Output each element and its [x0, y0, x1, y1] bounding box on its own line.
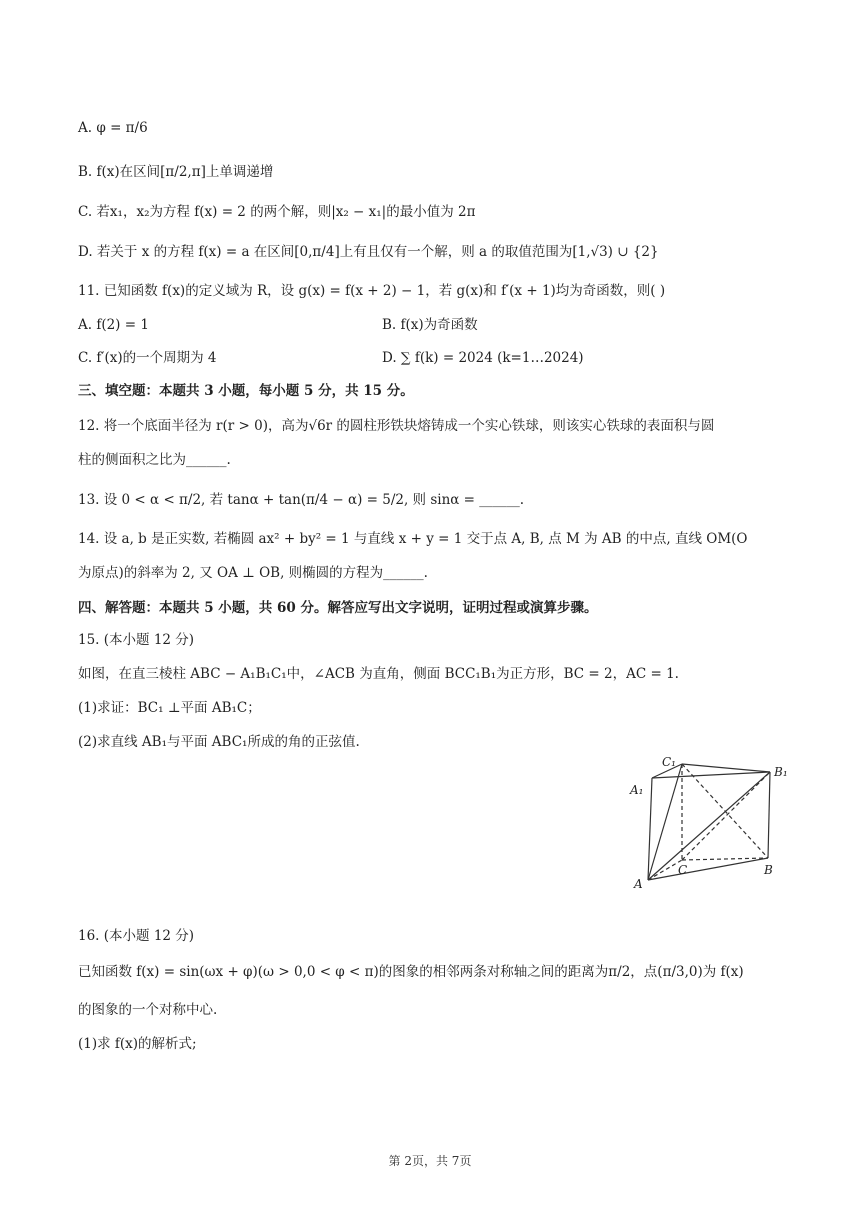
prism-figure [628, 754, 800, 894]
label-a1: A₁ [630, 783, 644, 797]
section-3-heading: 三、填空题：本题共 3 小题，每小题 5 分，共 15 分。 [78, 383, 414, 399]
question-12-line1: 12. 将一个底面半径为 r(r > 0)，高为√6r 的圆柱形铁块熔铸成一个实心铁球，则该实心铁球的表面积与圆 [78, 418, 715, 434]
question-12-line2: 柱的侧面积之比为______. [78, 452, 231, 468]
q11-option-a: A. f(2) = 1 [78, 317, 149, 333]
line-a: A. φ = π/6 [78, 120, 148, 136]
question-16-stem-line1: 已知函数 f(x) = sin(ωx + φ)(ω > 0,0 < φ < π)的图象的相邻两条对称轴之间的距离为π/2，点(π/3,0)为 f(x) [78, 964, 744, 980]
question-14-line1: 14. 设 a, b 是正实数, 若椭圆 ax² + by² = 1 与直线 x + y = 1 交于点 A, B, 点 M 为 AB 的中点, 直线 OM(O [78, 531, 748, 547]
label-b: B [764, 863, 773, 877]
section-4-heading: 四、解答题：本题共 5 小题，共 60 分。解答应写出文字说明，证明过程或演算步骤。 [78, 600, 598, 616]
q11-option-d: D. ∑ f(k) = 2024 (k=1…2024) [382, 350, 584, 366]
question-16-header: 16. (本小题 12 分) [78, 928, 195, 944]
label-b1: B₁ [774, 765, 788, 779]
question-16-part1: (1)求 f(x)的解析式; [78, 1036, 197, 1052]
label-c: C [678, 863, 688, 877]
label-a: A [634, 877, 643, 891]
question-15-part1: (1)求证：BC₁ ⊥平面 AB₁C； [78, 700, 261, 716]
question-16-stem-line2: 的图象的一个对称中心. [78, 1002, 218, 1018]
label-c1: C₁ [662, 755, 676, 769]
line-c: C. 若x₁，x₂为方程 f(x) = 2 的两个解，则|x₂ − x₁|的最小值为 2π [78, 204, 476, 220]
question-15-header: 15. (本小题 12 分) [78, 632, 195, 648]
question-15-stem: 如图，在直三棱柱 ABC − A₁B₁C₁中，∠ACB 为直角，侧面 BCC₁B₁为正方形，BC = 2，AC = 1. [78, 666, 679, 682]
question-15-part2: (2)求直线 AB₁与平面 ABC₁所成的角的正弦值. [78, 734, 360, 750]
question-14-line2: 为原点)的斜率为 2, 又 OA ⊥ OB, 则椭圆的方程为______. [78, 565, 428, 581]
q11-option-c: C. f′(x)的一个周期为 4 [78, 350, 217, 366]
page-footer: 第 2页，共 7页 [388, 1154, 472, 1168]
line-d: D. 若关于 x 的方程 f(x) = a 在区间[0,π/4]上有且仅有一个解，则 a 的取值范围为[1,√3) ∪ {2} [78, 244, 659, 260]
line-b: B. f(x)在区间[π/2,π]上单调递增 [78, 164, 274, 180]
question-11: 11. 已知函数 f(x)的定义域为 R，设 g(x) = f(x + 2) − 1，若 g(x)和 f′(x + 1)均为奇函数，则( ) [78, 283, 666, 299]
question-13: 13. 设 0 < α < π/2, 若 tanα + tan(π/4 − α) = 5/2, 则 sinα = ______. [78, 492, 525, 508]
q11-option-b: B. f(x)为奇函数 [382, 317, 478, 333]
